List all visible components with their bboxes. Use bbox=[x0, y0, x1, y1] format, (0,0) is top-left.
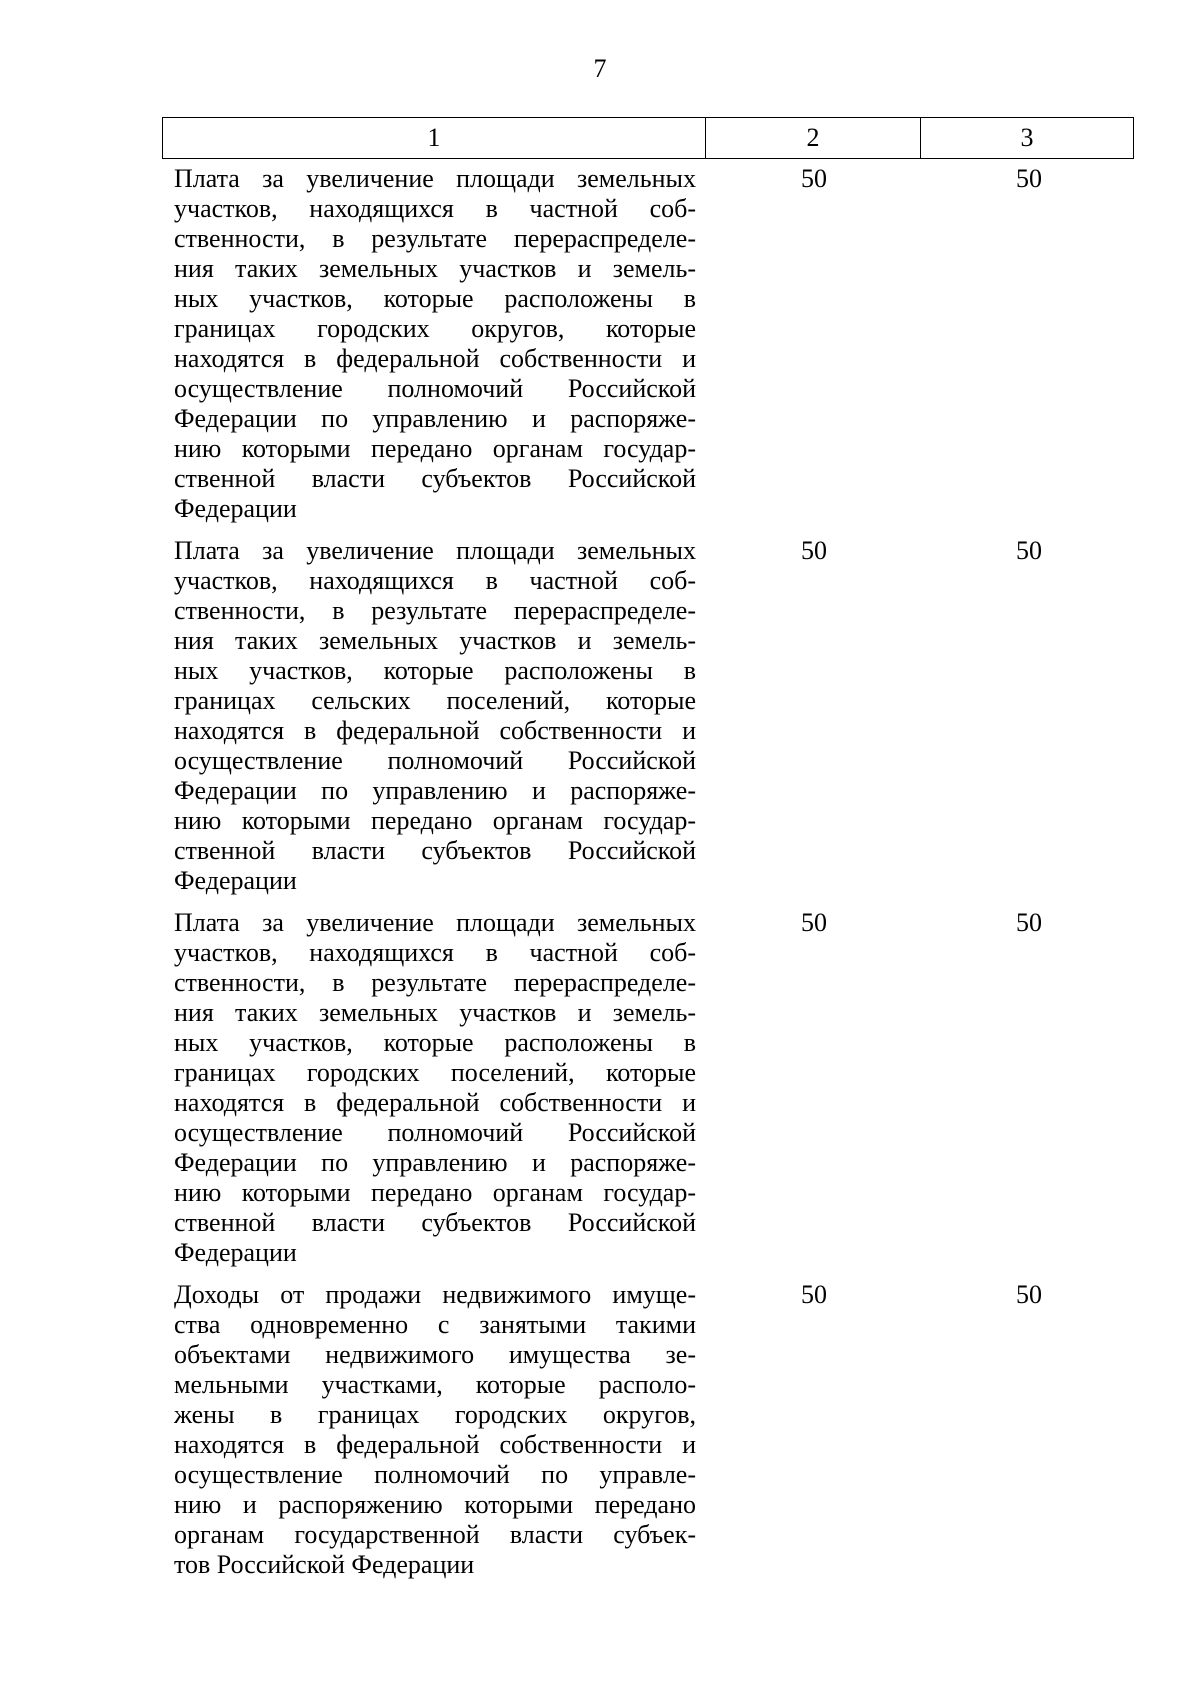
description-line: Федерации по управлению и распоряже- bbox=[174, 776, 696, 805]
row-value-col3: 50 bbox=[1016, 164, 1042, 193]
table-row bbox=[0, 536, 1200, 896]
description-line: мельными участками, которые располо- bbox=[174, 1370, 696, 1399]
description-line: Плата за увеличение площади земельных bbox=[174, 908, 696, 937]
row-value-col2: 50 bbox=[801, 1280, 827, 1309]
row-value-col3: 50 bbox=[1016, 1280, 1042, 1309]
description-line: ных участков, которые расположены в bbox=[174, 656, 696, 685]
description-line: границах городских поселений, которые bbox=[174, 1058, 696, 1087]
description-line: осуществление полномочий Российской bbox=[174, 374, 696, 403]
description-line: Федерации bbox=[174, 866, 297, 895]
description-line: ния таких земельных участков и земель- bbox=[174, 254, 696, 283]
description-line: участков, находящихся в частной соб- bbox=[174, 194, 696, 223]
description-line: нию которыми передано органам государ- bbox=[174, 806, 696, 835]
table-row bbox=[0, 164, 1200, 524]
row-value-col3: 50 bbox=[1016, 536, 1042, 565]
row-value-col2: 50 bbox=[801, 908, 827, 937]
description-line: находятся в федеральной собственности и bbox=[174, 344, 696, 373]
description-line: органам государственной власти субъек- bbox=[174, 1520, 696, 1549]
row-description bbox=[174, 536, 696, 896]
column-header-3: 3 bbox=[1020, 123, 1034, 152]
table-body bbox=[0, 164, 1200, 1592]
row-description bbox=[174, 164, 696, 524]
description-line: ных участков, которые расположены в bbox=[174, 1028, 696, 1057]
table-header bbox=[162, 117, 1134, 159]
description-line: объектами недвижимого имущества зе- bbox=[174, 1340, 696, 1369]
table-row bbox=[0, 908, 1200, 1268]
description-line: находятся в федеральной собственности и bbox=[174, 716, 696, 745]
description-line: ственной власти субъектов Российской bbox=[174, 464, 696, 493]
description-line: нию которыми передано органам государ- bbox=[174, 434, 696, 463]
description-line: ственной власти субъектов Российской bbox=[174, 1208, 696, 1237]
description-line: ния таких земельных участков и земель- bbox=[174, 998, 696, 1027]
row-value-col2: 50 bbox=[801, 164, 827, 193]
description-line: границах городских округов, которые bbox=[174, 314, 696, 343]
description-line: границах сельских поселений, которые bbox=[174, 686, 696, 715]
description-line: Федерации bbox=[174, 494, 297, 523]
description-line: ственности, в результате перераспределе- bbox=[174, 968, 696, 997]
description-line: нию и распоряжению которыми передано bbox=[174, 1490, 696, 1519]
description-line: Плата за увеличение площади земельных bbox=[174, 164, 696, 193]
row-description bbox=[174, 908, 696, 1268]
description-line: тов Российской Федерации bbox=[174, 1550, 475, 1579]
description-line: Федерации по управлению и распоряже- bbox=[174, 1148, 696, 1177]
description-line: ственной власти субъектов Российской bbox=[174, 836, 696, 865]
row-value-col3: 50 bbox=[1016, 908, 1042, 937]
description-line: Федерации по управлению и распоряже- bbox=[174, 404, 696, 433]
description-line: ных участков, которые расположены в bbox=[174, 284, 696, 313]
description-line: осуществление полномочий Российской bbox=[174, 746, 696, 775]
column-header-1: 1 bbox=[163, 118, 706, 158]
description-line: ства одновременно с занятыми такими bbox=[174, 1310, 696, 1339]
table-row bbox=[0, 1280, 1200, 1580]
row-description bbox=[174, 1280, 696, 1580]
description-line: находятся в федеральной собственности и bbox=[174, 1088, 696, 1117]
description-line: осуществление полномочий по управле- bbox=[174, 1460, 696, 1489]
description-line: Плата за увеличение площади земельных bbox=[174, 536, 696, 565]
description-line: жены в границах городских округов, bbox=[174, 1400, 696, 1429]
description-line: участков, находящихся в частной соб- bbox=[174, 938, 696, 967]
description-line: нию которыми передано органам государ- bbox=[174, 1178, 696, 1207]
row-value-col2: 50 bbox=[801, 536, 827, 565]
description-line: ственности, в результате перераспределе- bbox=[174, 224, 696, 253]
description-line: осуществление полномочий Российской bbox=[174, 1118, 696, 1147]
description-line: ственности, в результате перераспределе- bbox=[174, 596, 696, 625]
description-line: Федерации bbox=[174, 1238, 297, 1267]
description-line: находятся в федеральной собственности и bbox=[174, 1430, 696, 1459]
description-line: Доходы от продажи недвижимого имуще- bbox=[174, 1280, 696, 1309]
description-line: ния таких земельных участков и земель- bbox=[174, 626, 696, 655]
description-line: участков, находящихся в частной соб- bbox=[174, 566, 696, 595]
page-number: 7 bbox=[593, 54, 607, 83]
column-header-2: 2 bbox=[706, 118, 921, 158]
